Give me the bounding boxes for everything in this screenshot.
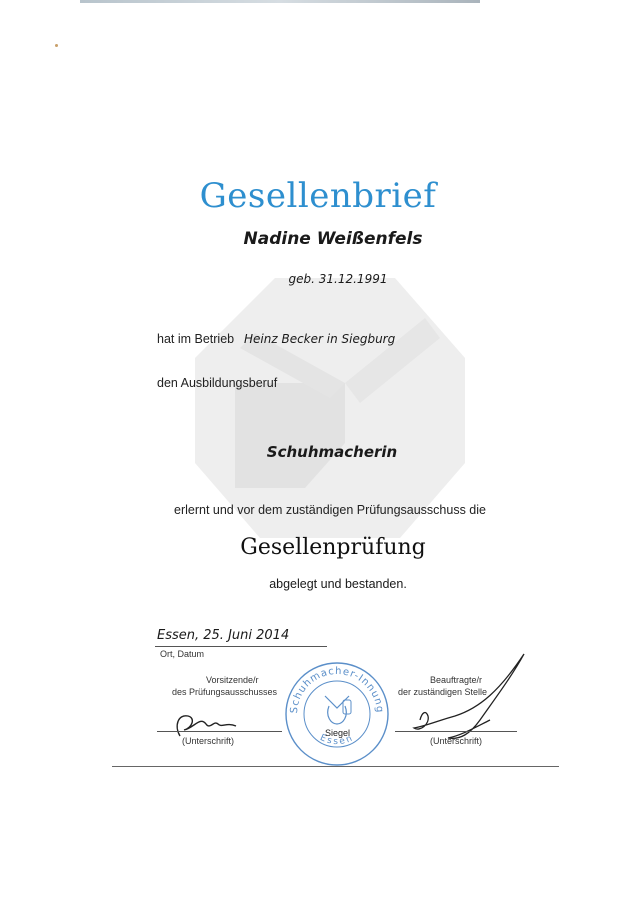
recipient-name: Nadine Weißenfels	[243, 229, 423, 249]
place-date: Essen, 25. Juni 2014	[157, 628, 290, 643]
company-prefix: hat im Betrieb	[157, 332, 235, 346]
scan-edge	[80, 0, 480, 3]
scan-speck	[55, 44, 58, 47]
place-date-line	[155, 646, 327, 647]
left-signature-line	[157, 731, 282, 732]
left-role-line1: Vorsitzende/r	[206, 675, 259, 685]
watermark-logo	[195, 278, 465, 538]
seal-stamp	[283, 660, 391, 768]
document-title: Gesellenbrief	[199, 176, 437, 216]
right-signature-line	[395, 731, 517, 732]
occupation: Schuhmacherin	[266, 443, 398, 461]
left-role-line2: des Prüfungsausschusses	[172, 687, 278, 697]
company-name: Heinz Becker in Siegburg	[244, 332, 396, 346]
exam-title: Gesellenprüfung	[240, 535, 426, 560]
occupation-intro: den Ausbildungsberuf	[157, 376, 278, 390]
place-date-label: Ort, Datum	[160, 649, 205, 659]
birth-date: geb. 31.12.1991	[288, 272, 388, 286]
seal-label: Siegel	[325, 728, 351, 738]
passed-text: abgelegt und bestanden.	[269, 577, 407, 591]
right-role-line1: Beauftragte/r	[430, 675, 483, 685]
svg-text:Schuhmacher-Innung	[289, 666, 385, 714]
footer-bottom-line	[112, 766, 559, 767]
right-role-line2: der zuständigen Stelle	[398, 687, 488, 697]
seal-ring-text: Schuhmacher-Innung	[288, 665, 386, 714]
seal-city: Essen	[318, 733, 356, 748]
left-signature-label: (Unterschrift)	[182, 736, 235, 746]
right-signature-label: (Unterschrift)	[430, 736, 483, 746]
learned-text: erlernt und vor dem zuständigen Prüfungsausschuss die	[174, 503, 486, 517]
